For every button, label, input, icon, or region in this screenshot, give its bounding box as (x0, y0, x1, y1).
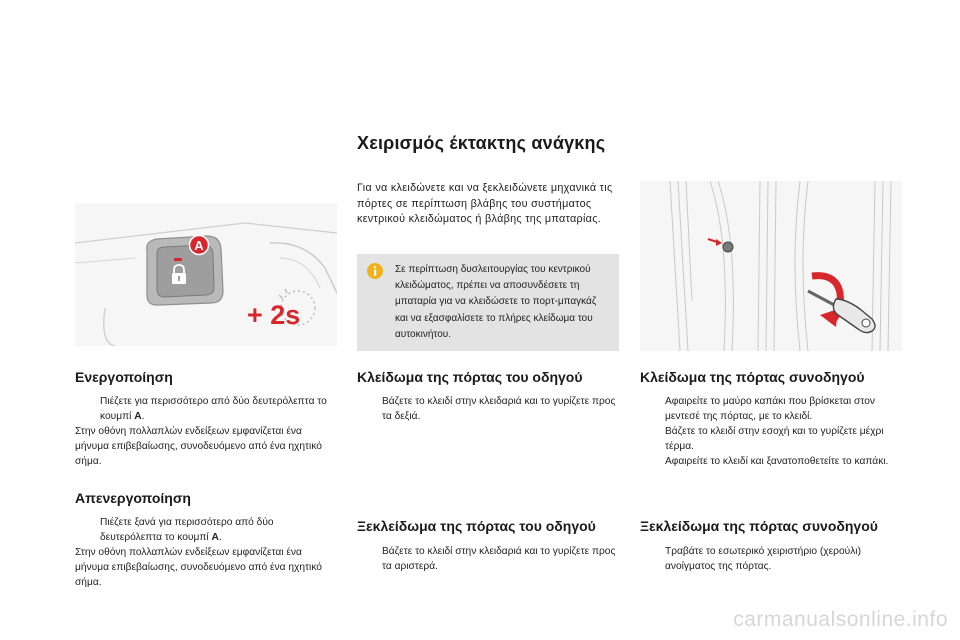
driver-unlock-list (357, 544, 619, 574)
deactivation-paragraph: Στην οθόνη πολλαπλών ενδείξεων εμφανίζεται ένα μήνυμα επιβεβαίωσης, συνοδευόμενο από ένα ηχητικό σήμα. (75, 547, 322, 588)
list-item: Πιέζετε ξανά για περισσότερο από δύο δευτερόλεπτα το κουμπί A. (100, 517, 274, 543)
passenger-unlock-list (640, 544, 902, 574)
lock-button-illustration (75, 203, 337, 346)
info-box (357, 254, 619, 351)
watermark: carmanualsonline.info (733, 608, 948, 631)
info-icon (367, 263, 383, 279)
activation-heading: Ενεργοποίηση (75, 369, 173, 385)
button-a-badge (190, 236, 209, 255)
passenger-lock-heading: Κλείδωμα της πόρτας συνοδηγού (640, 369, 865, 385)
lock-button (147, 236, 223, 305)
deactivation-heading: Απενεργοποίηση (75, 490, 191, 506)
door-panel-drawing (75, 203, 337, 346)
hinge-cap (708, 239, 733, 252)
list-item: Τραβάτε το εσωτερικό χειριστήριο (χερούλι) ανοίγματος της πόρτας. (665, 546, 861, 572)
intro-paragraph: Για να κλειδώνετε και να ξεκλειδώνετε μηχανικά τις πόρτες σε περίπτωση βλάβης του συστήματος κεντρικού κλειδώματος ή βλάβης της μπαταρίας. (357, 182, 613, 225)
list-item: Βάζετε το κλειδί στην κλειδαριά και το γυρίζετε προς τα δεξιά. (382, 396, 616, 422)
list-item: Βάζετε το κλειδί στην εσοχή και το γυρίζετε μέχρι τέρμα. (665, 426, 884, 452)
passenger-lock-list (640, 394, 902, 469)
driver-lock-heading: Κλείδωμα της πόρτας του οδηγού (357, 369, 583, 385)
driver-unlock-heading: Ξεκλείδωμα της πόρτας του οδηγού (357, 518, 596, 534)
badge-label: A (194, 238, 204, 253)
passenger-unlock-heading: Ξεκλείδωμα της πόρτας συνοδηγού (640, 518, 878, 534)
info-text: Σε περίπτωση δυσλειτουργίας του κεντρικού κλειδώματος, πρέπει να αποσυνδέσετε τη μπαταρία για να κλειδώσετε το πορτ-μπαγκάζ και να εξασφαλίσετε το πλήρες κλείδωμα του αυτοκινήτου. (395, 264, 597, 340)
door-hinge-drawing (640, 181, 902, 351)
list-item: Βάζετε το κλειδί στην κλειδαριά και το γυρίζετε προς τα αριστερά. (382, 546, 616, 572)
hold-duration-label: + 2s (247, 300, 301, 330)
list-item: Αφαιρείτε το μαύρο καπάκι που βρίσκεται στον μεντεσέ της πόρτας, με το κλειδί. (665, 396, 875, 422)
page-title: Χειρισμός έκτακτης ανάγκης (357, 133, 606, 153)
activation-paragraph: Στην οθόνη πολλαπλών ενδείξεων εμφανίζεται ένα μήνυμα επιβεβαίωσης, συνοδευόμενο από ένα ηχητικό σήμα. (75, 426, 322, 467)
deactivation-instructions (75, 515, 337, 590)
door-key-illustration (640, 181, 902, 351)
driver-lock-list (357, 394, 619, 424)
activation-instructions (75, 394, 337, 469)
list-item: Πιέζετε για περισσότερο από δύο δευτερόλεπτα το κουμπί A. (100, 396, 327, 422)
list-item: Αφαιρείτε το κλειδί και ξανατοποθετείτε το καπάκι. (665, 456, 889, 467)
